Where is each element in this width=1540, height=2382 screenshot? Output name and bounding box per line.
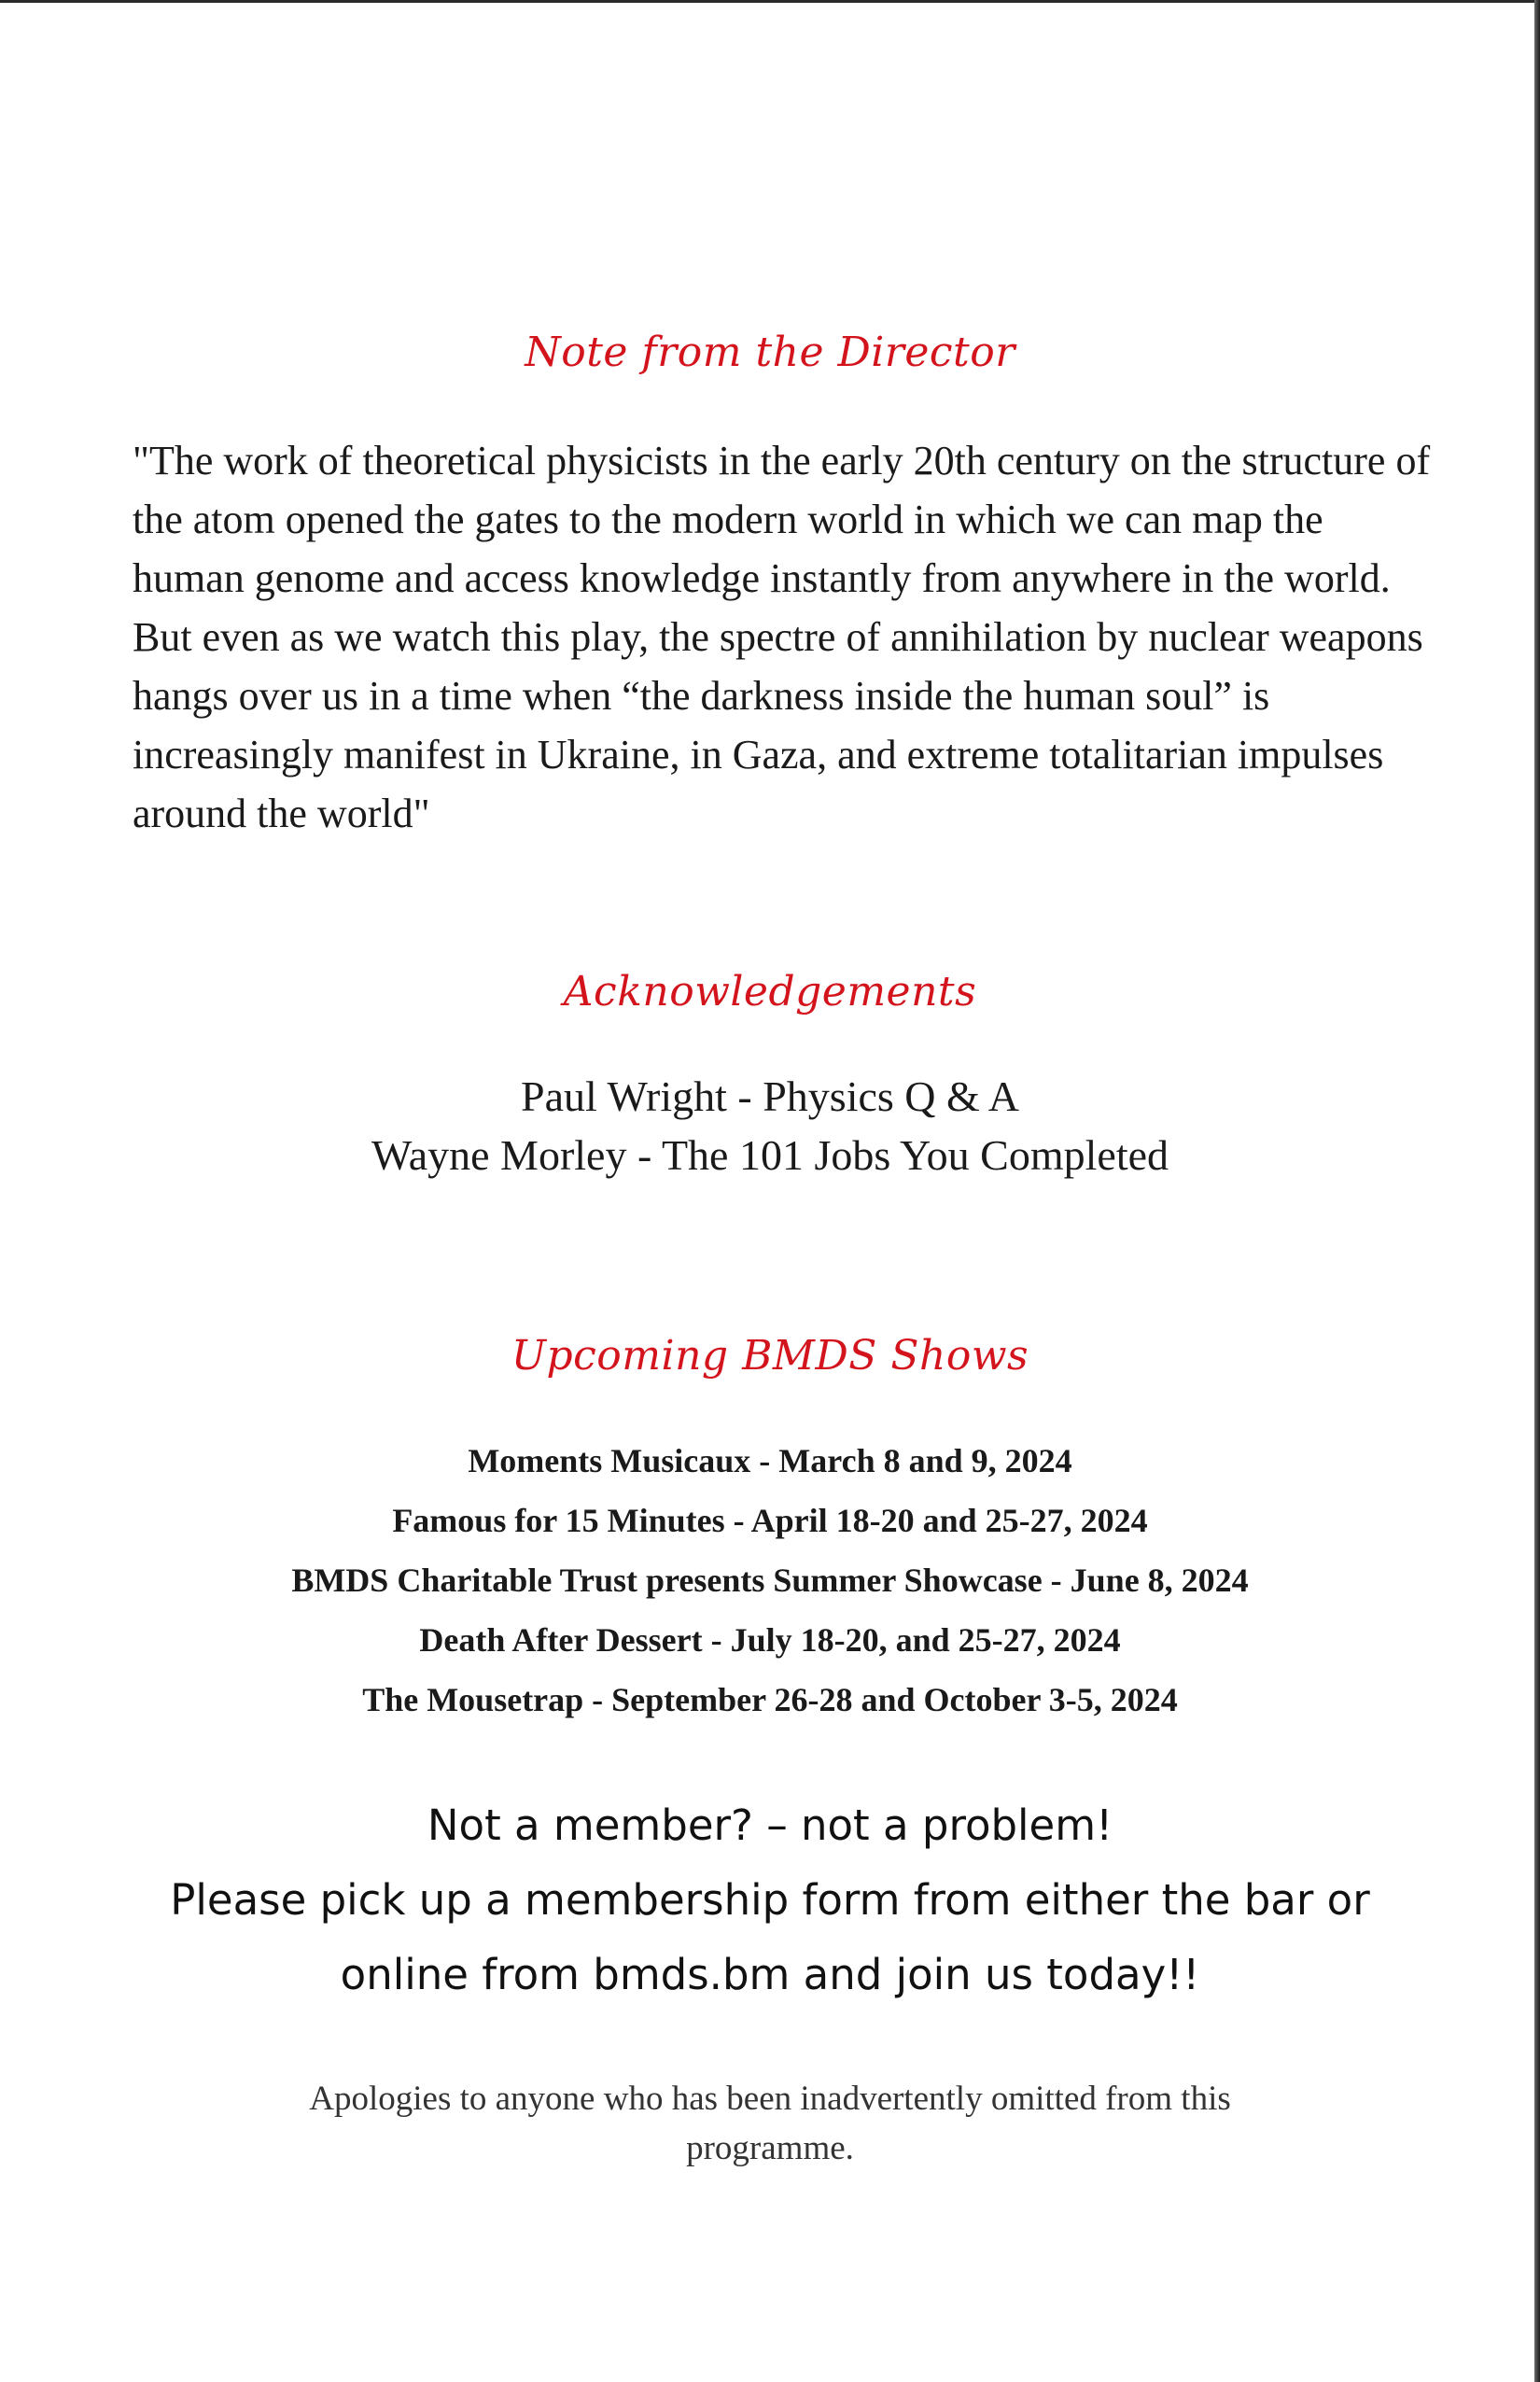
- membership-line: Please pick up a membership form from either the bar or: [170, 1875, 1370, 1925]
- show-item: Moments Musicaux - March 8 and 9, 2024: [468, 1442, 1072, 1479]
- show-item: The Mousetrap - September 26-28 and October 3-5, 2024: [362, 1681, 1178, 1718]
- acknowledgements-list: [0, 1067, 1540, 1184]
- show-item: BMDS Charitable Trust presents Summer Showcase - June 8, 2024: [291, 1562, 1249, 1599]
- upcoming-shows-heading: Upcoming BMDS Shows: [511, 1332, 1029, 1380]
- show-item: Death After Dessert - July 18-20, and 25-27, 2024: [419, 1621, 1121, 1659]
- page-top-edge: [0, 0, 1540, 3]
- acknowledgement-item: Paul Wright - Physics Q & A: [521, 1072, 1019, 1120]
- upcoming-shows-list: [0, 1431, 1540, 1730]
- show-item: Famous for 15 Minutes - April 18-20 and 25-27, 2024: [392, 1502, 1148, 1539]
- director-note-heading: Note from the Director: [525, 329, 1015, 376]
- director-note-text: "The work of theoretical physicists in the early 20th century on the structure of the atom opened the gates to the modern world in which we can map the human genome and access knowledge instantly from anywhere in the world. But even as we watch this play, the spectre of annihilation by nuclear weapons hangs over us in a time when “the darkness inside the human soul” is increasingly manifest in Ukraine, in Gaza, and extreme totalitarian impulses around the world": [133, 438, 1431, 836]
- membership-line: Not a member? – not a problem!: [427, 1801, 1113, 1850]
- acknowledgement-item: Wayne Morley - The 101 Jobs You Completed: [371, 1131, 1169, 1179]
- apology-note: [0, 2074, 1540, 2173]
- apology-line: programme.: [686, 2129, 854, 2167]
- membership-line: online from bmds.bm and join us today!!: [340, 1950, 1200, 1999]
- acknowledgements-heading: Acknowledgements: [563, 968, 977, 1016]
- apology-line: Apologies to anyone who has been inadvertently omitted from this: [309, 2080, 1231, 2118]
- membership-callout: [0, 1788, 1540, 2012]
